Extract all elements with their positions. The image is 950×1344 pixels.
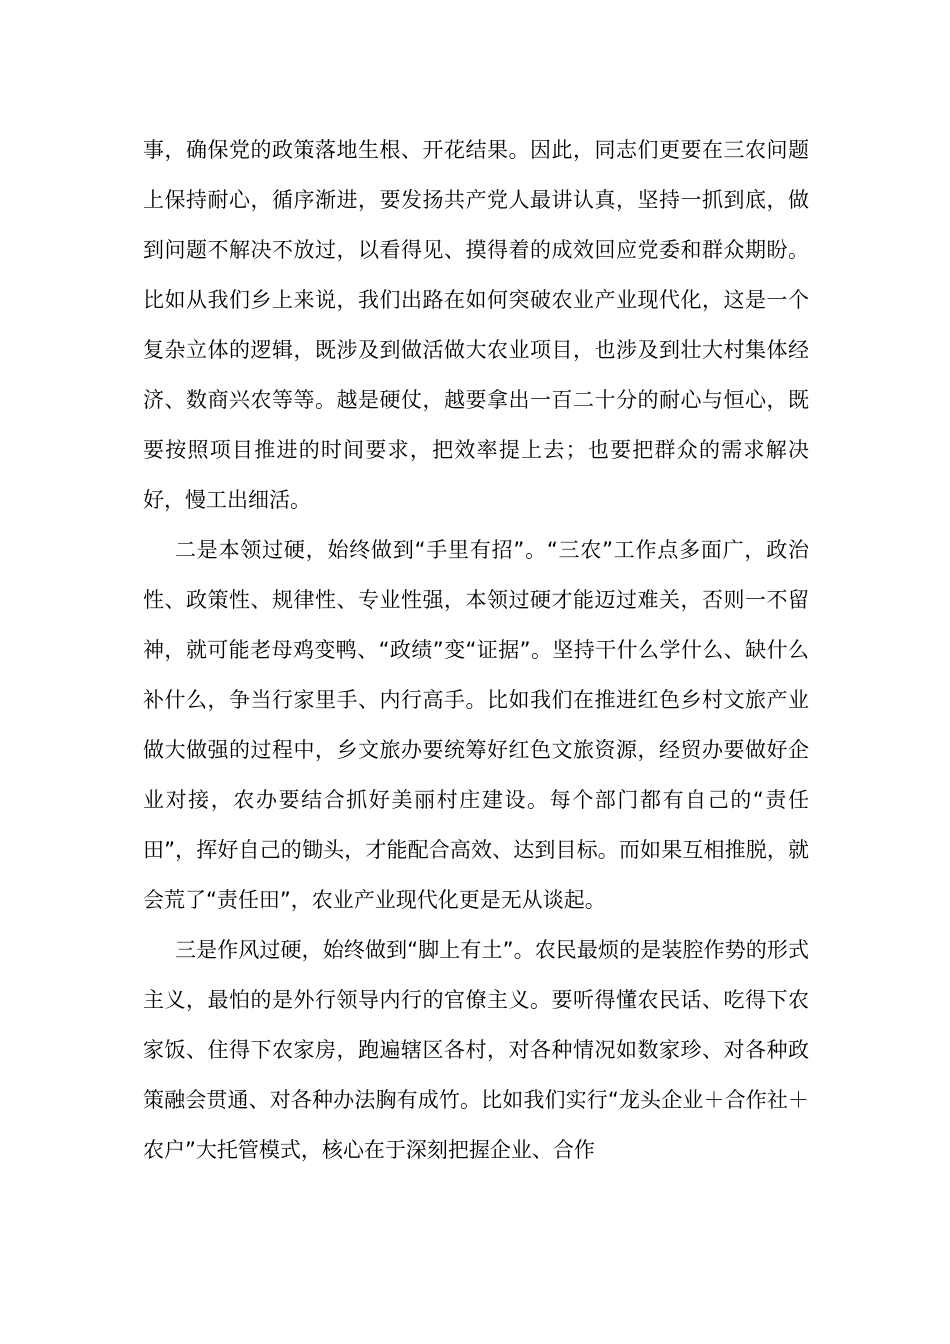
paragraph-2: 二是本领过硬，始终做到“手里有招”。“三农”工作点多面广，政治性、政策性、规律性、专业性强，本领过硬才能迈过难关，否则一不留神，就可能老母鸡变鸭、“政绩”变“证据”。坚持干什么学什么、缺什么补什么，争当行家里手、内行高手。比如我们在推进红色乡村文旅产业做大做强的过程中，乡文旅办要统筹好红色文旅资源，经贸办要做好企业对接，农办要结合抓好美丽村庄建设。每个部门都有自己的“责任田”，挥好自己的锄头，才能配合高效、达到目标。而如果互相推脱，就会荒了“责任田”，农业产业现代化更是无从谈起。	[143, 538, 809, 912]
paragraph-3: 三是作风过硬，始终做到“脚上有土”。农民最烦的是装腔作势的形式主义，最怕的是外行领导内行的官僚主义。要听得懂农民话、吃得下农家饭、住得下农家房，跑遍辖区各村，对各种情况如数家珍、对各种政策融会贯通、对各种办法胸有成竹。比如我们实行“龙头企业＋合作社＋农户”大托管模式，核心在于深刻把握企业、合作	[143, 938, 809, 1162]
paragraph-1: 事，确保党的政策落地生根、开花结果。因此，同志们更要在三农问题上保持耐心，循序渐进，要发扬共产党人最讲认真，坚持一抓到底，做到问题不解决不放过，以看得见、摸得着的成效回应党委和群众期盼。比如从我们乡上来说，我们出路在如何突破农业产业现代化，这是一个复杂立体的逻辑，既涉及到做活做大农业项目，也涉及到壮大村集体经济、数商兴农等等。越是硬仗，越要拿出一百二十分的耐心与恒心，既要按照项目推进的时间要求，把效率提上去；也要把群众的需求解决好，慢工出细活。	[143, 138, 809, 512]
document-body	[143, 125, 809, 1175]
